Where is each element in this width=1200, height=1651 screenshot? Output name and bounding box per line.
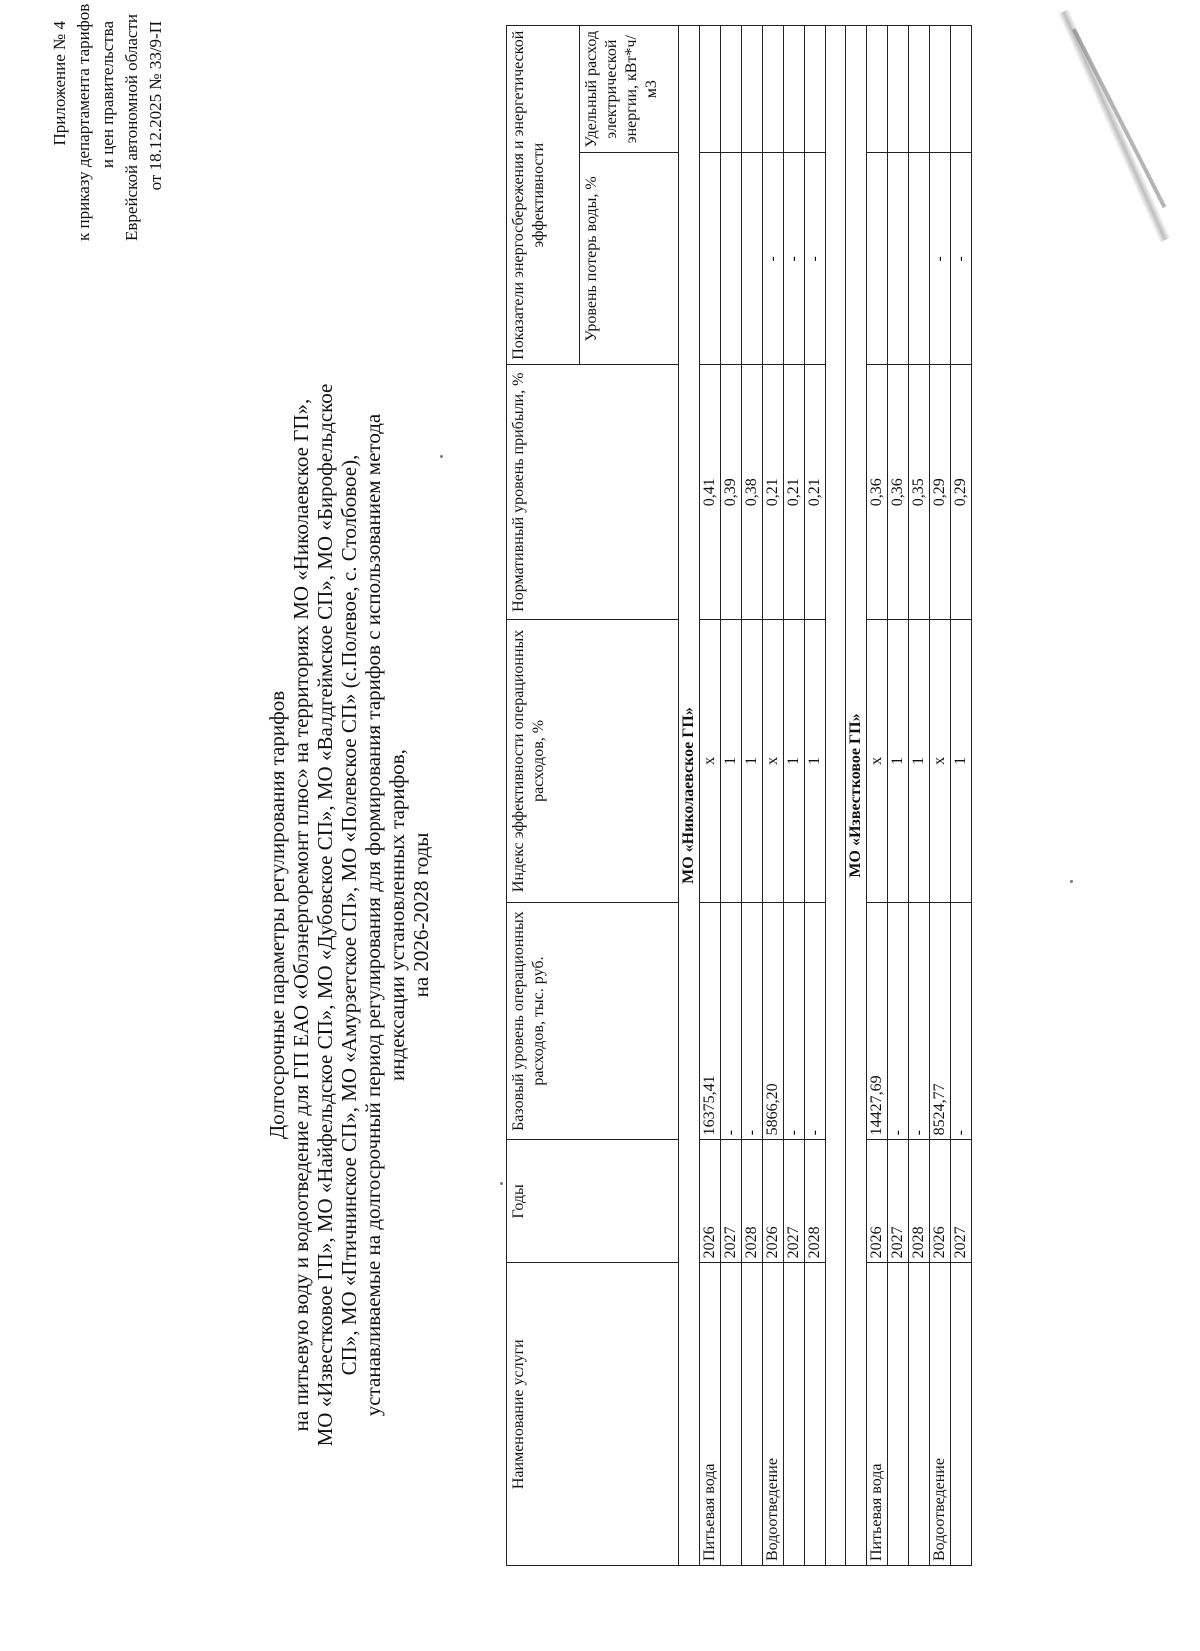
title-line: на 2026-2028 годы bbox=[409, 832, 433, 998]
cell-base-opex: 8524,77 bbox=[930, 902, 951, 1140]
cell-base-opex: - bbox=[784, 902, 805, 1140]
cell-electricity bbox=[930, 26, 951, 153]
cell-profit: 0,21 bbox=[763, 365, 784, 620]
cell-year: 2026 bbox=[700, 1140, 721, 1263]
cell-efficiency-index: 1 bbox=[888, 619, 909, 902]
cell-water-loss bbox=[742, 153, 763, 365]
cell-profit: 0,35 bbox=[909, 365, 930, 620]
cell-electricity bbox=[805, 26, 826, 153]
cell-water-loss: - bbox=[763, 153, 784, 365]
cell-water-loss: - bbox=[930, 153, 951, 365]
title-line: Долгосрочные параметры регулирования тарифов bbox=[265, 690, 289, 1140]
cell-profit: 0,36 bbox=[888, 365, 909, 620]
cell-year: 2027 bbox=[721, 1140, 742, 1263]
cell-base-opex: 16375,41 bbox=[700, 902, 721, 1140]
cell-service bbox=[742, 1263, 763, 1566]
cell-service: Питьевая вода bbox=[867, 1263, 888, 1566]
cell-water-loss: - bbox=[951, 153, 972, 365]
title-line: СП», МО «Птичнинское СП», МО «Амурзетское СП», МО «Полевское СП» (с.Полевое, с. Столбовое), bbox=[337, 454, 361, 1376]
table-row bbox=[700, 26, 721, 1566]
cell-service bbox=[888, 1263, 909, 1566]
cell-efficiency-index: х bbox=[867, 619, 888, 902]
table-row bbox=[763, 26, 784, 1566]
header-water-loss: Уровень потерь воды, % bbox=[580, 153, 679, 365]
title-line: МО «Известковое ГП», МО «Найфельдское СП», МО «Дубовское СП», МО «Валдгеймское СП», МО «Бирофельдское bbox=[313, 383, 337, 1447]
cell-base-opex: - bbox=[909, 902, 930, 1140]
annex-line: от 18.12.2025 № 33/9-П bbox=[146, 21, 165, 191]
cell-base-opex: 5866,20 bbox=[763, 902, 784, 1140]
cell-year: 2026 bbox=[930, 1140, 951, 1263]
cell-profit: 0,29 bbox=[951, 365, 972, 620]
table-row bbox=[742, 26, 763, 1566]
cell-service: Водоотведение bbox=[763, 1263, 784, 1566]
cell-service bbox=[951, 1263, 972, 1566]
cell-profit: 0,21 bbox=[784, 365, 805, 620]
cell-base-opex: - bbox=[951, 902, 972, 1140]
cell-efficiency-index: х bbox=[763, 619, 784, 902]
cell-base-opex: 14427,69 bbox=[867, 902, 888, 1140]
annex-line: к приказу департамента тарифов bbox=[74, 3, 93, 241]
cell-base-opex: - bbox=[888, 902, 909, 1140]
cell-base-opex: - bbox=[742, 902, 763, 1140]
cell-water-loss bbox=[909, 153, 930, 365]
title-line: на питьевую воду и водоотведение для ГП ЕАО «Облэнергоремонт плюс» на территориях МО «Николаевское ГП», bbox=[289, 398, 313, 1432]
cell-year: 2028 bbox=[805, 1140, 826, 1263]
cell-year: 2027 bbox=[784, 1140, 805, 1263]
cell-service bbox=[721, 1263, 742, 1566]
header-electricity: Удельный расход электрической энергии, кВт*ч/м3 bbox=[580, 26, 679, 153]
cell-service bbox=[784, 1263, 805, 1566]
cell-year: 2026 bbox=[763, 1140, 784, 1263]
table-row bbox=[805, 26, 826, 1566]
section-title: МО «Николаевское ГП» bbox=[679, 26, 700, 1566]
cell-profit: 0,36 bbox=[867, 365, 888, 620]
cell-year: 2027 bbox=[951, 1140, 972, 1263]
table-body bbox=[679, 26, 972, 1566]
table-row bbox=[930, 26, 951, 1566]
cell-efficiency-index: 1 bbox=[784, 619, 805, 902]
cell-base-opex: - bbox=[721, 902, 742, 1140]
table-row bbox=[784, 26, 805, 1566]
cell-efficiency-index: 1 bbox=[805, 619, 826, 902]
cell-electricity bbox=[951, 26, 972, 153]
cell-water-loss: - bbox=[784, 153, 805, 365]
section-title: МО «Известковое ГП» bbox=[846, 26, 867, 1566]
title-line: устанавливаемые на долгосрочный период регулирования для формирования тарифов с использованием метода bbox=[361, 413, 385, 1417]
cell-service: Питьевая вода bbox=[700, 1263, 721, 1566]
cell-electricity bbox=[700, 26, 721, 153]
cell-year: 2028 bbox=[909, 1140, 930, 1263]
cell-profit: 0,41 bbox=[700, 365, 721, 620]
cell-efficiency-index: 1 bbox=[721, 619, 742, 902]
title-line: индексации установленных тарифов, bbox=[385, 749, 409, 1081]
cell-efficiency-index: 1 bbox=[742, 619, 763, 902]
cell-electricity bbox=[888, 26, 909, 153]
cell-profit: 0,39 bbox=[721, 365, 742, 620]
cell-service: Водоотведение bbox=[930, 1263, 951, 1566]
cell-efficiency-index: х bbox=[700, 619, 721, 902]
cell-service bbox=[909, 1263, 930, 1566]
cell-efficiency-index: х bbox=[930, 619, 951, 902]
cell-water-loss bbox=[867, 153, 888, 365]
header-energy-group: Показатели энергосбережения и энергетической эффективности bbox=[507, 26, 580, 365]
annex-line: Приложение № 4 bbox=[50, 21, 69, 146]
cell-efficiency-index: 1 bbox=[909, 619, 930, 902]
section-spacer bbox=[826, 26, 846, 1566]
table-row bbox=[909, 26, 930, 1566]
cell-electricity bbox=[784, 26, 805, 153]
cell-year: 2028 bbox=[742, 1140, 763, 1263]
cell-electricity bbox=[742, 26, 763, 153]
table-row bbox=[888, 26, 909, 1566]
cell-profit: 0,21 bbox=[805, 365, 826, 620]
spacer-cell bbox=[826, 26, 846, 1566]
header-service: Наименование услуги bbox=[507, 1263, 679, 1566]
cell-profit: 0,29 bbox=[930, 365, 951, 620]
section-header-row bbox=[846, 26, 867, 1566]
cell-efficiency-index: 1 bbox=[951, 619, 972, 902]
cell-electricity bbox=[909, 26, 930, 153]
section-header-row bbox=[679, 26, 700, 1566]
cell-electricity bbox=[867, 26, 888, 153]
table-row bbox=[867, 26, 888, 1566]
cell-base-opex: - bbox=[805, 902, 826, 1140]
header-base-opex: Базовый уровень операционных расходов, тыс. руб. bbox=[507, 902, 679, 1140]
cell-water-loss bbox=[721, 153, 742, 365]
tariff-parameters-table bbox=[506, 25, 972, 1566]
annex-line: Еврейской автономной области bbox=[122, 13, 141, 241]
table-row bbox=[721, 26, 742, 1566]
document-title bbox=[265, 315, 433, 1515]
annex-stamp bbox=[48, 3, 168, 241]
cell-electricity bbox=[721, 26, 742, 153]
cell-water-loss bbox=[888, 153, 909, 365]
table-row bbox=[951, 26, 972, 1566]
cell-water-loss bbox=[700, 153, 721, 365]
cell-electricity bbox=[763, 26, 784, 153]
cell-service bbox=[805, 1263, 826, 1566]
annex-line: и цен правительства bbox=[98, 21, 117, 169]
cell-year: 2027 bbox=[888, 1140, 909, 1263]
header-years: Годы bbox=[507, 1140, 679, 1263]
cell-water-loss: - bbox=[805, 153, 826, 365]
cell-year: 2026 bbox=[867, 1140, 888, 1263]
cell-profit: 0,38 bbox=[742, 365, 763, 620]
header-profit: Нормативный уровень прибыли, % bbox=[507, 365, 679, 620]
header-efficiency-index: Индекс эффективности операционных расходов, % bbox=[507, 619, 679, 902]
